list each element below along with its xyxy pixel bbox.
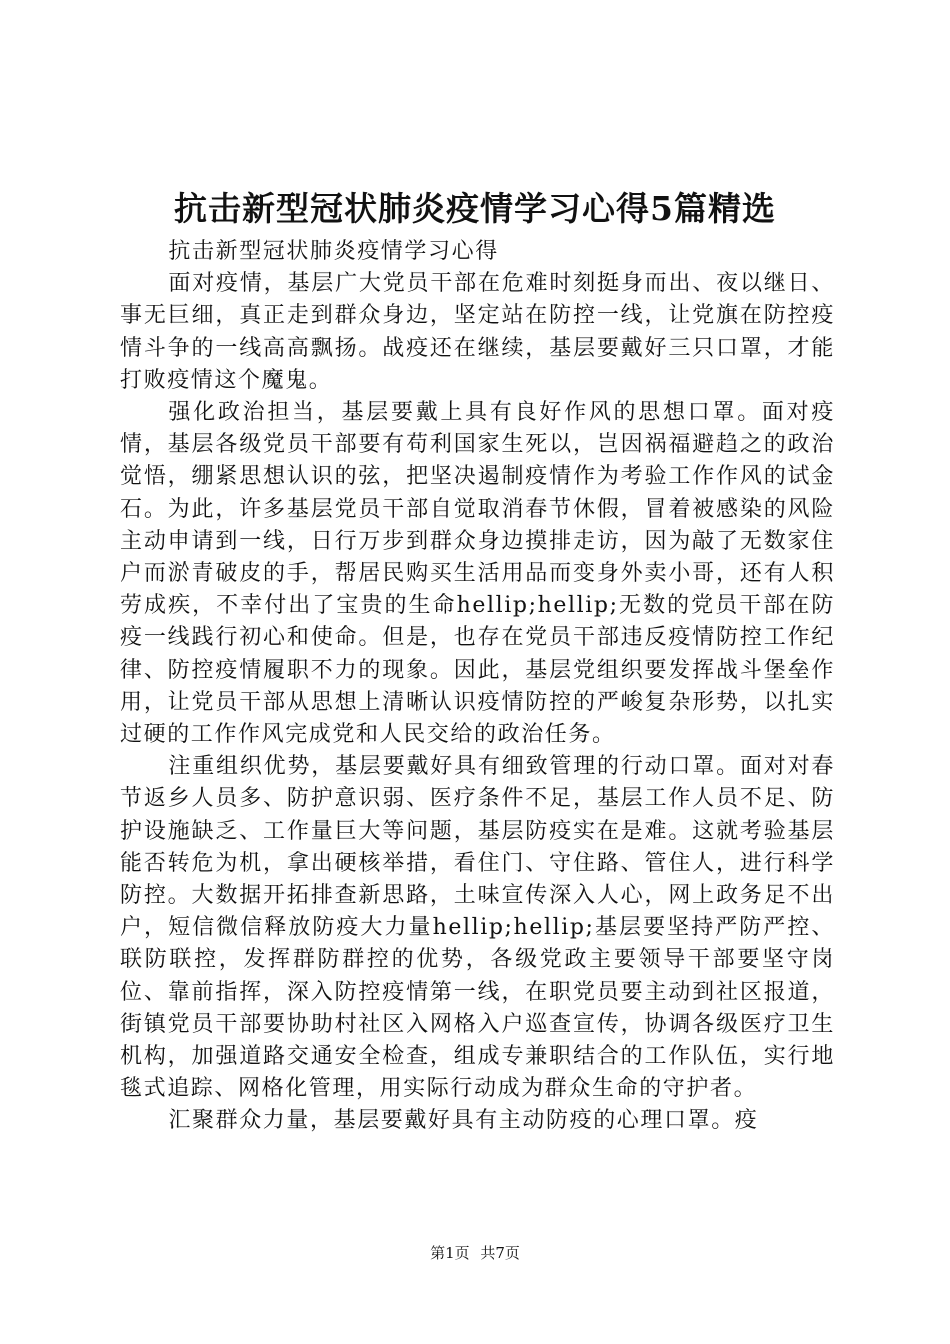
document-body <box>120 236 835 1138</box>
document-title: 抗击新型冠状肺炎疫情学习心得5篇精选 <box>174 189 776 228</box>
paragraph: 注重组织优势，基层要戴好具有细致管理的行动口罩。面对对春节返乡人员多、防护意识弱、医疗条件不足，基层工作人员不足、防护设施缺乏、工作量巨大等问题，基层防疫实在是难。这就考验基层能否转危为机，拿出硬核举措，看住门、守住路、管住人，进行科学防控。大数据开拓排查新思路，土味宣传深入人心，网上政务足不出户，短信微信释放防疫大力量hellip;hellip;基层要坚持严防严控、联防联控，发挥群防群控的优势，各级党政主要领导干部要坚守岗位、靠前指挥，深入防控疫情第一线，在职党员要主动到社区报道，街镇党员干部要协助村社区入网格入户巡查宣传，协调各级医疗卫生机构，加强道路交通安全检查，组成专兼职结合的工作队伍，实行地毯式追踪、网格化管理，用实际行动成为群众生命的守护者。 <box>120 754 835 1102</box>
page-footer <box>0 1243 950 1263</box>
paragraph: 面对疫情，基层广大党员干部在危难时刻挺身而出、夜以继日、事无巨细，真正走到群众身边，坚定站在防控一线，让党旗在防控疫情斗争的一线高高飘扬。战疫还在继续，基层要戴好三只口罩，才能打败疫情这个魔鬼。 <box>120 271 835 393</box>
page-number-current: 第1页 <box>430 1244 470 1262</box>
paragraph: 汇聚群众力量，基层要戴好具有主动防疫的心理口罩。疫 <box>168 1108 759 1134</box>
document-subtitle: 抗击新型冠状肺炎疫情学习心得 <box>168 239 499 264</box>
paragraph: 强化政治担当，基层要戴上具有良好作风的思想口罩。面对疫情，基层各级党员干部要有苟利国家生死以，岂因祸福避趋之的政治觉悟，绷紧思想认识的弦，把坚决遏制疫情作为考验工作作风的试金石。为此，许多基层党员干部自觉取消春节休假，冒着被感染的风险主动申请到一线，日行万步到群众身边摸排走访，因为敲了无数家住户而淤青破皮的手，帮居民购买生活用品而变身外卖小哥，还有人积劳成疾，不幸付出了宝贵的生命hellip;hellip;无数的党员干部在防疫一线践行初心和使命。但是，也存在党员干部违反疫情防控工作纪律、防控疫情履职不力的现象。因此，基层党组织要发挥战斗堡垒作用，让党员干部从思想上清晰认识疫情防控的严峻复杂形势，以扎实过硬的工作作风完成党和人民交给的政治任务。 <box>120 400 835 748</box>
page-number-total: 共7页 <box>480 1244 520 1262</box>
